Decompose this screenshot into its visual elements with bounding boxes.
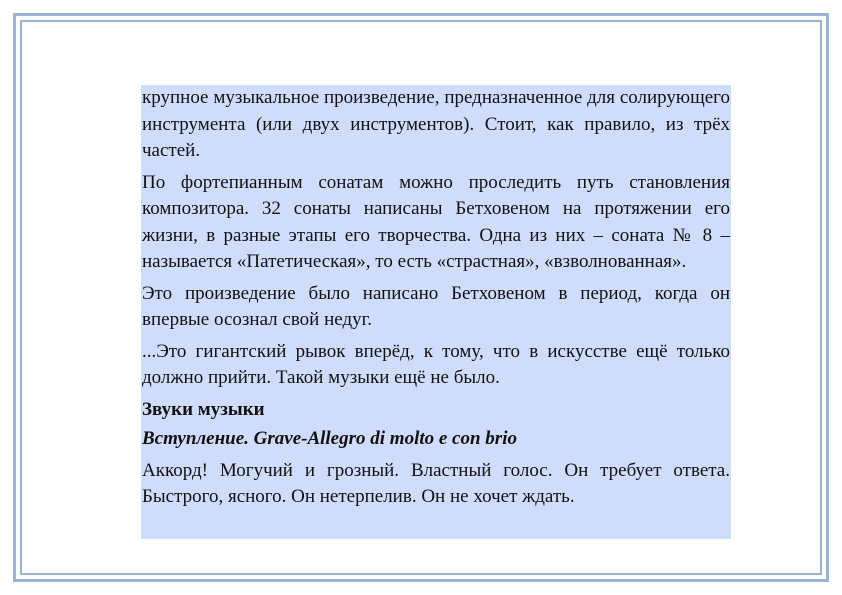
paragraph-chord: Аккорд! Могучий и грозный. Властный голос. Он требует ответа. Быстрого, ясного. Он нетерпелив. Он не хочет ждать. <box>142 459 730 507</box>
text-box <box>141 85 731 539</box>
paragraph-sonatas: По фортепианным сонатам можно проследить путь становления композитора. 32 сонаты написаны Бетховеном на протяжении его жизни, в разные этапы его творчества. Одна из них – соната № 8 – называется «Патетическая», то есть «страстная», «взволнованная». <box>142 171 730 272</box>
paragraph-period: Это произведение было написано Бетховеном в период, когда он впервые осознал свой недуг. <box>142 282 730 330</box>
paragraph-leap: ...Это гигантский рывок вперёд, к тому, что в искусстве ещё только должно прийти. Такой музыки ещё не было. <box>142 340 730 388</box>
section-heading: Звуки музыки <box>142 398 265 420</box>
paragraph-definition: крупное музыкальное произведение, предназначенное для солирующего инструмента (или двух инструментов). Стоит, как правило, из трёх частей. <box>142 87 730 161</box>
section-subheading: Вступление. Grave-Allegro di molto e con brio <box>142 428 517 449</box>
